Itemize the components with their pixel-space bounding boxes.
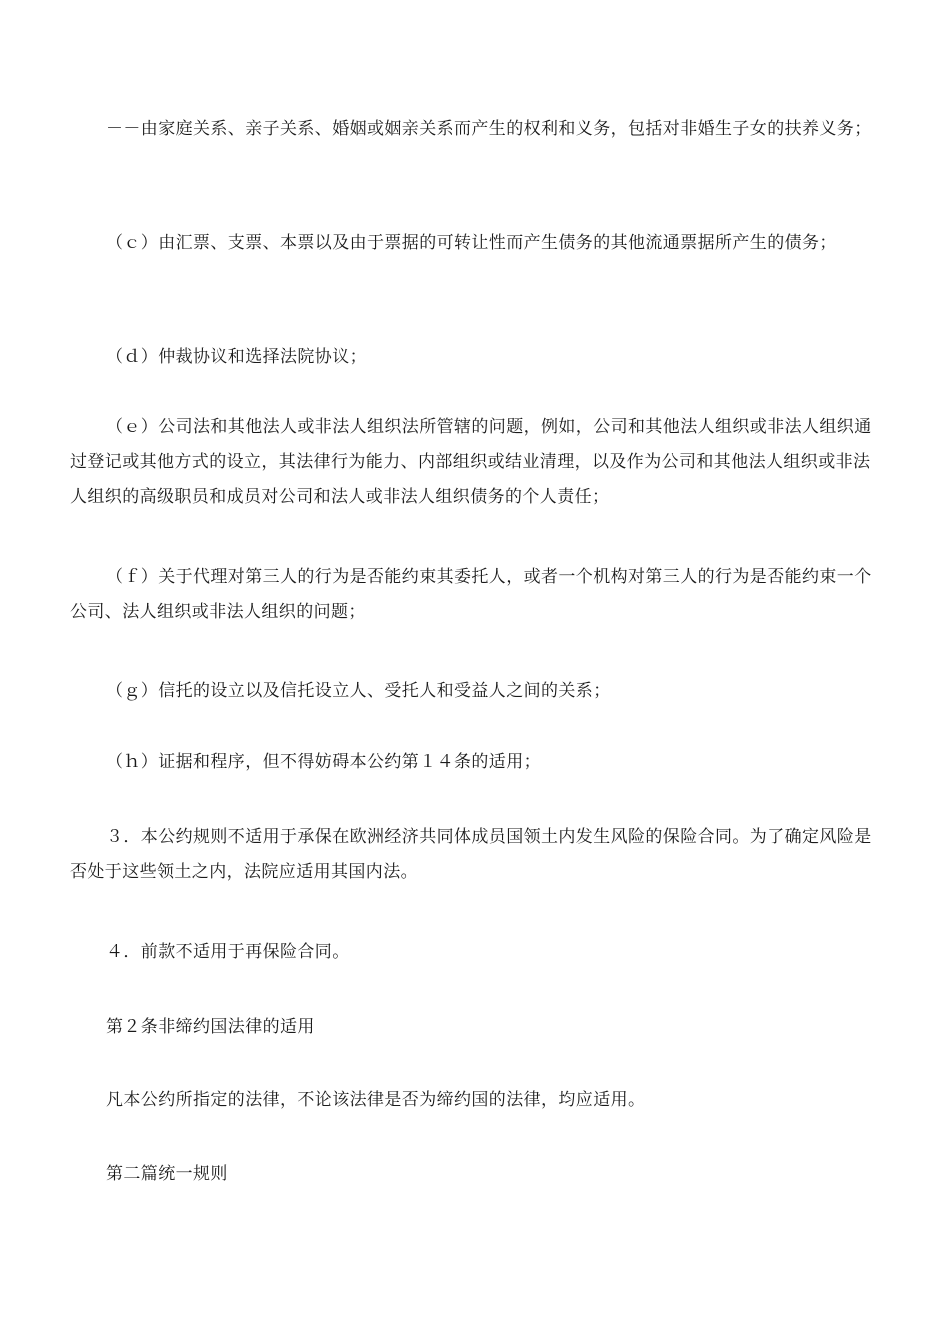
paragraph-item-f: （ｆ）关于代理对第三人的行为是否能约束其委托人，或者一个机构对第三人的行为是否能约束一个公司、法人组织或非法人组织的问题； [70, 567, 872, 622]
paragraph-clause-4: ４．前款不适用于再保险合同。 [106, 942, 350, 962]
paragraph-item-h: （ｈ）证据和程序，但不得妨碍本公约第１４条的适用； [106, 752, 541, 772]
paragraph-clause-3: ３．本公约规则不适用于承保在欧洲经济共同体成员国领土内发生风险的保险合同。为了确定风险是否处于这些领土之内，法院应适用其国内法。 [70, 827, 872, 882]
paragraph-family-obligations: －－由家庭关系、亲子关系、婚姻或姻亲关系而产生的权利和义务，包括对非婚生子女的扶养义务； [106, 119, 872, 139]
paragraph-item-c: （ｃ）由汇票、支票、本票以及由于票据的可转让性而产生债务的其他流通票据所产生的债务； [106, 233, 837, 253]
paragraph-item-g: （ｇ）信托的设立以及信托设立人、受托人和受益人之间的关系； [106, 681, 611, 701]
article-2-body: 凡本公约所指定的法律，不论该法律是否为缔约国的法律，均应适用。 [106, 1090, 646, 1110]
paragraph-item-e: （ｅ）公司法和其他法人或非法人组织法所管辖的问题，例如，公司和其他法人组织或非法人组织通过登记或其他方式的设立，其法律行为能力、内部组织或结业清理，以及作为公司和其他法人组织或非法人组织的高级职员和成员对公司和法人或非法人组织债务的个人责任； [70, 417, 872, 507]
paragraph-item-d: （ｄ）仲裁协议和选择法院协议； [106, 347, 367, 367]
article-2-heading: 第２条非缔约国法律的适用 [106, 1017, 315, 1037]
part-2-heading: 第二篇统一规则 [106, 1164, 228, 1184]
